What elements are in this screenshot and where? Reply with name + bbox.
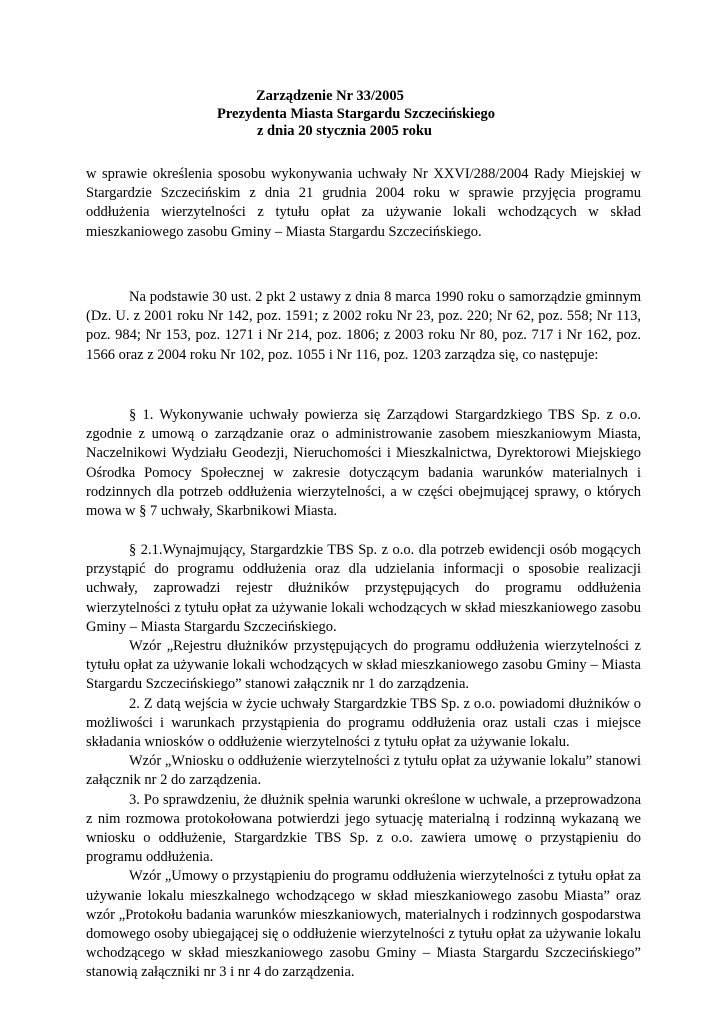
- subject-paragraph: w sprawie określenia sposobu wykonywania uchwały Nr XXVI/288/2004 Rady Miejskiej w Stargardzie Szczecińskim z dnia 21 grudnia 2004 roku w sprawie przyjęcia programu oddłużenia wierzytelności z tytułu opłat za używanie lokali wchodzących w skład mieszkaniowego zasobu Gminy – Miasta Stargardu Szczecińskiego.: [86, 166, 641, 240]
- section-2: [86, 541, 641, 983]
- section-2-point-1: § 2.1.Wynajmujący, Stargardzkie TBS Sp. z o.o. dla potrzeb ewidencji osób mogących przystąpić do programu oddłużenia oraz dla udzielania informacji o sposobie realizacji uchwały, zaprowadzi rejestr dłużników przystępujących do programu oddłużenia wierzytelności z tytułu opłat za używanie lokali wchodzących w skład mieszkaniowego zasobu Gminy – Miasta Stargardu Szczecińskiego.: [86, 542, 641, 635]
- section-2-agreement-template: Wzór „Umowy o przystąpieniu do programu oddłużenia wierzytelności z tytułu opłat za używanie lokalu mieszkalnego wchodzącego w skład mieszkaniowego zasobu Miasta” oraz wzór „Protokołu badania warunków mieszkaniowych, materialnych i rodzinnych gospodarstwa domowego osoby ubiegającej się o oddłużenie wierzytelności z tytułu opłat za używanie lokalu wchodzącego w skład mieszkaniowego zasobu Gminy – Miasta Stargardu Szczecińskiego” stanowią załączniki nr 3 i nr 4 do zarządzenia.: [86, 868, 641, 981]
- section-2-point-2: 2. Z datą wejścia w życie uchwały Stargardzkie TBS Sp. z o.o. powiadomi dłużników o możliwości i warunkach przystąpienia do programu oddłużenia oraz ustali czas i miejsce składania wniosków o oddłużenie wierzytelności z tytułu opłat za używanie lokalu.: [86, 695, 641, 751]
- document-title: [86, 88, 641, 141]
- section-2-application-template: Wzór „Wniosku o oddłużenie wierzytelności z tytułu opłat za używanie lokalu” stanowi załącznik nr 2 do zarządzenia.: [86, 753, 641, 789]
- title-line-3: z dnia 20 stycznia 2005 roku: [257, 123, 432, 139]
- legal-basis-paragraph: Na podstawie 30 ust. 2 pkt 2 ustawy z dnia 8 marca 1990 roku o samorządzie gminnym (Dz. U. z 2001 roku Nr 142, poz. 1591; z 2002 roku Nr 23, poz. 220; Nr 62, poz. 558; Nr 113, poz. 984; Nr 153, poz. 1271 i Nr 214, poz. 1806; z 2003 roku Nr 80, poz. 717 i Nr 162, poz. 1566 oraz z 2004 roku Nr 102, poz. 1055 i Nr 116, poz. 1203 zarządza się, co następuje:: [86, 289, 641, 363]
- section-2-register-template: Wzór „Rejestru dłużników przystępujących do programu oddłużenia wierzytelności z tytułu opłat za używanie lokali wchodzących w skład mieszkaniowego zasobu Gminy – Miasta Stargardu Szczecińskiego” stanowi załącznik nr 1 do zarządzenia.: [86, 638, 641, 693]
- section-1-paragraph: § 1. Wykonywanie uchwały powierza się Zarządowi Stargardzkiego TBS Sp. z o.o. zgodnie z umową o zarządzanie oraz o administrowanie zasobem mieszkaniowym Miasta, Naczelnikowi Wydziału Geodezji, Nieruchomości i Mieszkalnictwa, Dyrektorowi Miejskiego Ośrodka Pomocy Społecznej w zakresie dotyczącym badania warunków materialnych i rodzinnych dla potrzeb oddłużenia wierzytelności, a w części obejmującej sprawy, o których mowa w § 7 uchwały, Skarbnikowi Miasta.: [86, 407, 641, 520]
- section-2-point-3: 3. Po sprawdzeniu, że dłużnik spełnia warunki określone w uchwale, a przeprowadzona z nim rozmowa protokołowana potwierdzi jego sytuację materialną i rodzinną wykazaną we wniosku o oddłużenie, Stargardzkie TBS Sp. z o.o. zawiera umowę o przystąpieniu do programu oddłużenia.: [86, 791, 641, 866]
- title-line-2: Prezydenta Miasta Stargardu Szczecińskiego: [217, 105, 496, 122]
- title-line-1: Zarządzenie Nr 33/2005: [256, 88, 404, 104]
